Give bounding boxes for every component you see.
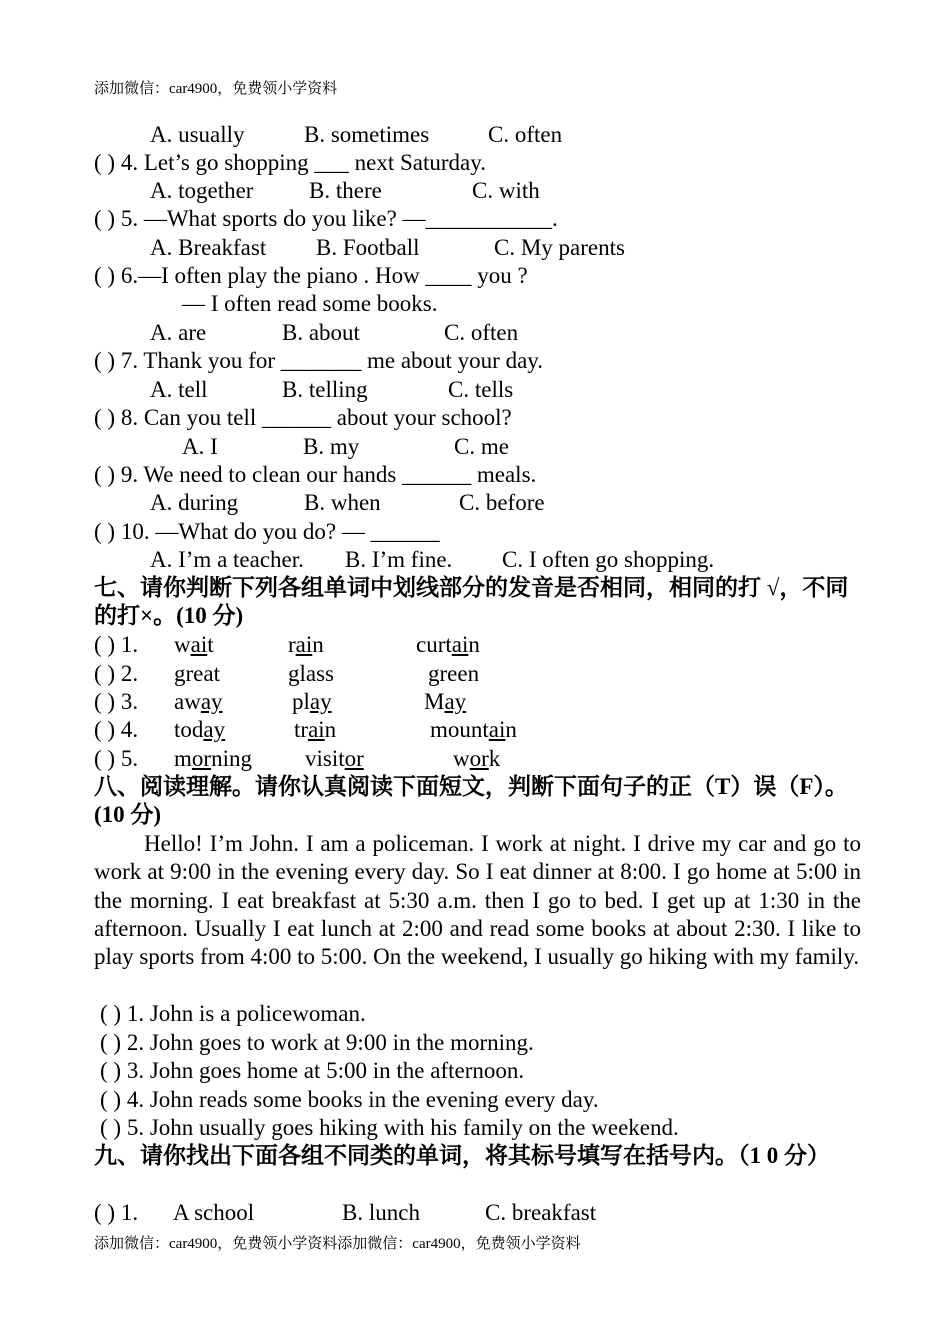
question-5: ( ) 5. —What sports do you like? —___________.	[94, 206, 558, 231]
word-2: train	[294, 717, 337, 742]
option-a: A. together	[150, 178, 254, 203]
option-b: B. telling	[282, 377, 368, 402]
word-1: away	[174, 689, 223, 714]
phonics-row	[94, 716, 517, 744]
phonics-row	[94, 660, 480, 688]
option-a: A. I	[182, 434, 218, 459]
option-c: C. I often go shopping.	[502, 547, 715, 572]
word-3: curtain	[416, 632, 480, 657]
option-c: C. tells	[448, 377, 514, 402]
word-1: today	[174, 717, 226, 742]
question-7: ( ) 7. Thank you for _______ me about your day.	[94, 348, 544, 373]
tf-statement-2: ( ) 2. John goes to work at 9:00 in the morning.	[100, 1030, 534, 1055]
word-2: glass	[288, 661, 334, 686]
option-c: C. before	[459, 490, 545, 515]
option-c: C. with	[472, 178, 540, 203]
word-1: wait	[174, 632, 214, 657]
option-b: B. when	[304, 490, 381, 515]
footer-note: 添加微信：car4900，免费领小学资料添加微信：car4900，免费领小学资料	[94, 1236, 581, 1252]
option-a: A. usually	[150, 122, 245, 147]
option-c: C. My parents	[494, 235, 625, 260]
reading-passage: Hello! I’m John. I am a policeman. I work at night. I drive my car and go to work at 9:00 in the evening every day. So I eat dinner at 8:00. I go home at 5:00 in the morning. I eat breakfast at 5:30 a.m. then I go to bed. I get up at 1:30 in the afternoon. Usually I eat lunch at 2:00 and read some books at about 2:30. I like to play sports from 4:00 to 5:00. On the weekend, I usually go hiking with my family.	[94, 831, 861, 970]
option-a: A. during	[150, 490, 239, 515]
option-a: A. I’m a teacher.	[150, 547, 304, 572]
option-c: C. often	[444, 320, 519, 345]
question-6-answer-line: — I often read some books.	[182, 291, 438, 316]
tf-statement-4: ( ) 4. John reads some books in the evening every day.	[100, 1087, 599, 1112]
row-number: ( ) 1.	[94, 1200, 139, 1225]
section-9-title: 九、请你找出下面各组不同类的单词，将其标号填写在括号内。（1 0 分）	[94, 1143, 830, 1168]
option-b: B. about	[282, 320, 360, 345]
question-6: ( ) 6.—I often play the piano . How ____ you ?	[94, 263, 528, 288]
question-10: ( ) 10. —What do you do? — ______	[94, 519, 440, 544]
word-3: May	[424, 689, 467, 714]
section-7-title: 七、请你判断下列各组单词中划线部分的发音是否相同，相同的打 √，不同的打×。(10 分)	[94, 575, 849, 628]
option-b: B. lunch	[342, 1200, 420, 1225]
header-note: 添加微信：car4900，免费领小学资料	[94, 81, 338, 97]
option-b: B. my	[303, 434, 360, 459]
option-a: A. tell	[150, 377, 208, 402]
option-b: B. there	[309, 178, 382, 203]
question-8: ( ) 8. Can you tell ______ about your school?	[94, 405, 512, 430]
row-number: ( ) 1.	[94, 632, 139, 657]
word-2: rain	[288, 632, 324, 657]
word-3: work	[453, 746, 501, 771]
option-a: A school	[173, 1200, 255, 1225]
option-c: C. me	[454, 434, 509, 459]
word-3: mountain	[430, 717, 517, 742]
row-number: ( ) 4.	[94, 717, 139, 742]
tf-statement-1: ( ) 1. John is a policewoman.	[100, 1001, 366, 1026]
tf-statement-3: ( ) 3. John goes home at 5:00 in the afternoon.	[100, 1058, 525, 1083]
word-2: play	[292, 689, 332, 714]
row-number: ( ) 3.	[94, 689, 139, 714]
word-1: morning	[174, 746, 252, 771]
word-1: great	[174, 661, 220, 686]
option-b: B. I’m fine.	[345, 547, 453, 572]
option-a: A. Breakfast	[150, 235, 267, 260]
question-4: ( ) 4. Let’s go shopping ___ next Saturday.	[94, 150, 487, 175]
row-number: ( ) 2.	[94, 661, 139, 686]
word-3: green	[428, 661, 480, 686]
phonics-row	[94, 688, 467, 716]
option-a: A. are	[150, 320, 207, 345]
row-number: ( ) 5.	[94, 746, 139, 771]
option-c: C. often	[488, 122, 563, 147]
word-2: visitor	[305, 746, 364, 771]
option-c: C. breakfast	[485, 1200, 597, 1225]
section-8-title: 八、阅读理解。请你认真阅读下面短文，判断下面句子的正（T）误（F）。(10 分)	[94, 774, 848, 827]
phonics-row	[94, 745, 501, 773]
option-b: B. sometimes	[304, 122, 430, 147]
option-b: B. Football	[316, 235, 420, 260]
tf-statement-5: ( ) 5. John usually goes hiking with his family on the weekend.	[100, 1115, 679, 1140]
question-9: ( ) 9. We need to clean our hands ______ meals.	[94, 462, 537, 487]
phonics-row	[94, 631, 480, 659]
odd-one-out-row	[94, 1199, 597, 1227]
